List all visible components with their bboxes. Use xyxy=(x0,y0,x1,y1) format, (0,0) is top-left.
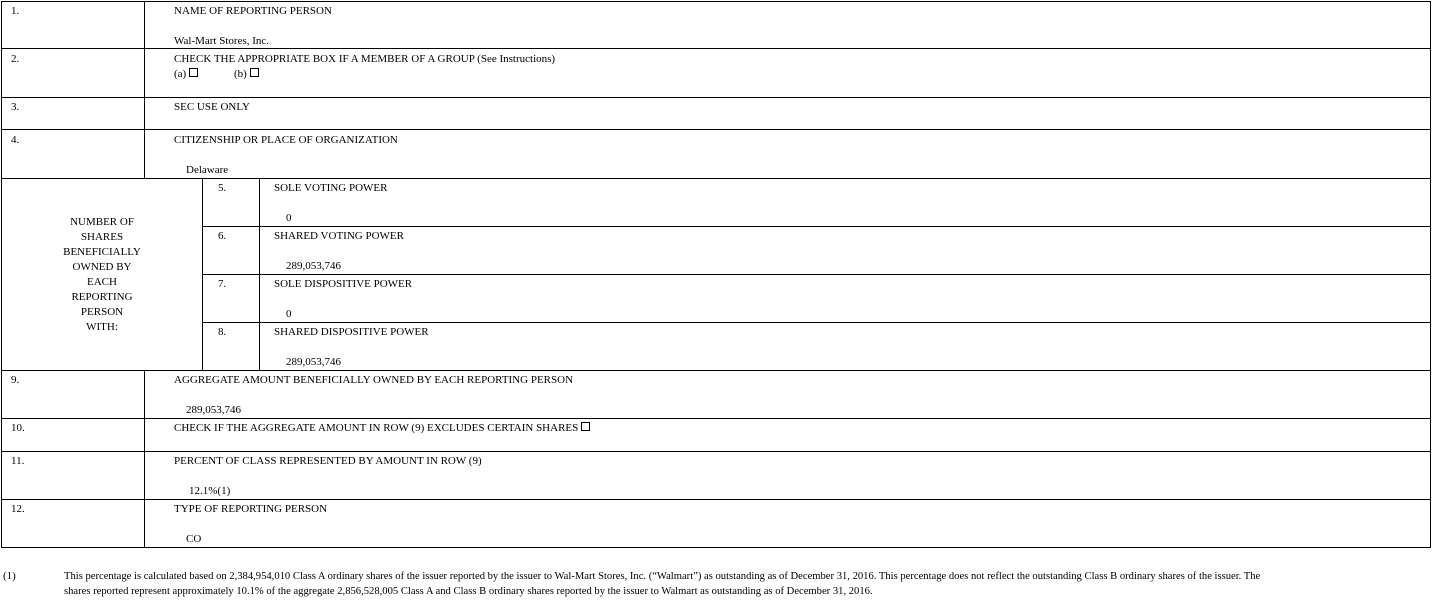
row-2-number-cell xyxy=(1,48,145,98)
footnote-marker: (1) xyxy=(3,570,16,582)
shares-owned-label xyxy=(2,215,202,335)
sole-voting-power-value: 0 xyxy=(286,212,292,224)
row-5-number-cell xyxy=(202,178,260,227)
shares-label-line: BENEFICIALLY xyxy=(63,246,141,258)
row-12-label: TYPE OF REPORTING PERSON xyxy=(174,503,328,515)
row-5-content-cell xyxy=(259,178,1431,227)
row-7-number-cell xyxy=(202,274,260,323)
row-7-label: SOLE DISPOSITIVE POWER xyxy=(274,278,413,290)
row-7-content-cell xyxy=(259,274,1431,323)
row-5-number: 5. xyxy=(218,182,227,194)
row-11-label: PERCENT OF CLASS REPRESENTED BY AMOUNT IN ROW (9) xyxy=(174,455,482,467)
footnote-text xyxy=(64,569,1432,599)
row-11-content-cell xyxy=(144,451,1431,500)
row-9-label: AGGREGATE AMOUNT BENEFICIALLY OWNED BY EACH REPORTING PERSON xyxy=(174,374,574,386)
shares-label-line: PERSON xyxy=(80,306,124,318)
row-9-number-cell xyxy=(1,370,145,419)
row-8-number-cell xyxy=(202,322,260,371)
percent-of-class-value: 12.1%(1) xyxy=(189,485,231,497)
row-9-number: 9. xyxy=(11,374,20,386)
footnote-line-2: shares reported represent approximately 10.1% of the aggregate 2,856,528,005 Class A and Class B ordinary shares reported by the issuer to Walmart as outstanding as of December 31, 2016. xyxy=(64,586,873,597)
row-7-number: 7. xyxy=(218,278,227,290)
sole-dispositive-power-value: 0 xyxy=(286,308,292,320)
shares-owned-label-cell xyxy=(1,178,203,371)
row-6-number: 6. xyxy=(218,230,227,242)
row-4-content-cell xyxy=(144,129,1431,179)
row-4-number: 4. xyxy=(11,134,20,146)
row-8-number: 8. xyxy=(218,326,227,338)
reporting-person-name: Wal-Mart Stores, Inc. xyxy=(174,35,270,47)
row-3-content-cell xyxy=(144,97,1431,130)
option-b-checkbox[interactable] xyxy=(250,68,259,77)
shares-label-line: EACH xyxy=(87,276,117,288)
row-6-label: SHARED VOTING POWER xyxy=(274,230,404,242)
row-10-number-cell xyxy=(1,418,145,452)
row-1-content-cell xyxy=(144,1,1431,49)
row-3-label: SEC USE ONLY xyxy=(174,101,250,113)
row-2-content-cell xyxy=(144,48,1431,98)
option-b-label: (b) xyxy=(234,68,247,80)
row-12-number-cell xyxy=(1,499,145,548)
row-5-label: SOLE VOTING POWER xyxy=(274,182,388,194)
shares-label-line: NUMBER OF xyxy=(70,216,134,228)
row-1-number: 1. xyxy=(11,5,20,17)
row-3-number-cell xyxy=(1,97,145,130)
shared-voting-power-value: 289,053,746 xyxy=(286,260,341,272)
shares-label-line: SHARES xyxy=(80,231,124,243)
row-10-number: 10. xyxy=(11,422,25,434)
row-10-line xyxy=(174,422,590,434)
reporting-person-type-value: CO xyxy=(186,533,202,545)
group-option-a xyxy=(174,68,198,80)
row-1-number-cell xyxy=(1,1,145,49)
row-10-content-cell xyxy=(144,418,1431,452)
row-6-number-cell xyxy=(202,226,260,275)
row-8-label: SHARED DISPOSITIVE POWER xyxy=(274,326,429,338)
row-8-content-cell xyxy=(259,322,1431,371)
row-12-content-cell xyxy=(144,499,1431,548)
aggregate-amount-value: 289,053,746 xyxy=(186,404,241,416)
row-3-number: 3. xyxy=(11,101,20,113)
row-2-label: CHECK THE APPROPRIATE BOX IF A MEMBER OF A GROUP (See Instructions) xyxy=(174,53,556,65)
option-a-label: (a) xyxy=(174,68,187,80)
row-10-label: CHECK IF THE AGGREGATE AMOUNT IN ROW (9) EXCLUDES CERTAIN SHARES xyxy=(174,422,579,434)
row-1-label: NAME OF REPORTING PERSON xyxy=(174,5,332,17)
row-11-number-cell xyxy=(1,451,145,500)
excludes-shares-checkbox[interactable] xyxy=(581,422,590,431)
option-a-checkbox[interactable] xyxy=(189,68,198,77)
row-2-number: 2. xyxy=(11,53,20,65)
shared-dispositive-power-value: 289,053,746 xyxy=(286,356,341,368)
row-9-content-cell xyxy=(144,370,1431,419)
footnote-line-1: This percentage is calculated based on 2,384,954,010 Class A ordinary shares of the issuer reported by the issuer to Wal-Mart Stores, Inc. (“Walmart”) as outstanding as of December 31, 2016. This percentage does not reflect the outstanding Class B ordinary shares of the issuer. The xyxy=(64,571,1261,582)
row-4-number-cell xyxy=(1,129,145,179)
shares-label-line: WITH: xyxy=(86,321,118,333)
row-4-label: CITIZENSHIP OR PLACE OF ORGANIZATION xyxy=(174,134,398,146)
citizenship-value: Delaware xyxy=(186,164,229,176)
row-12-number: 12. xyxy=(11,503,25,515)
row-6-content-cell xyxy=(259,226,1431,275)
group-option-b xyxy=(234,68,259,80)
shares-label-line: REPORTING xyxy=(71,291,133,303)
shares-label-line: OWNED BY xyxy=(72,261,132,273)
row-11-number: 11. xyxy=(11,455,25,467)
